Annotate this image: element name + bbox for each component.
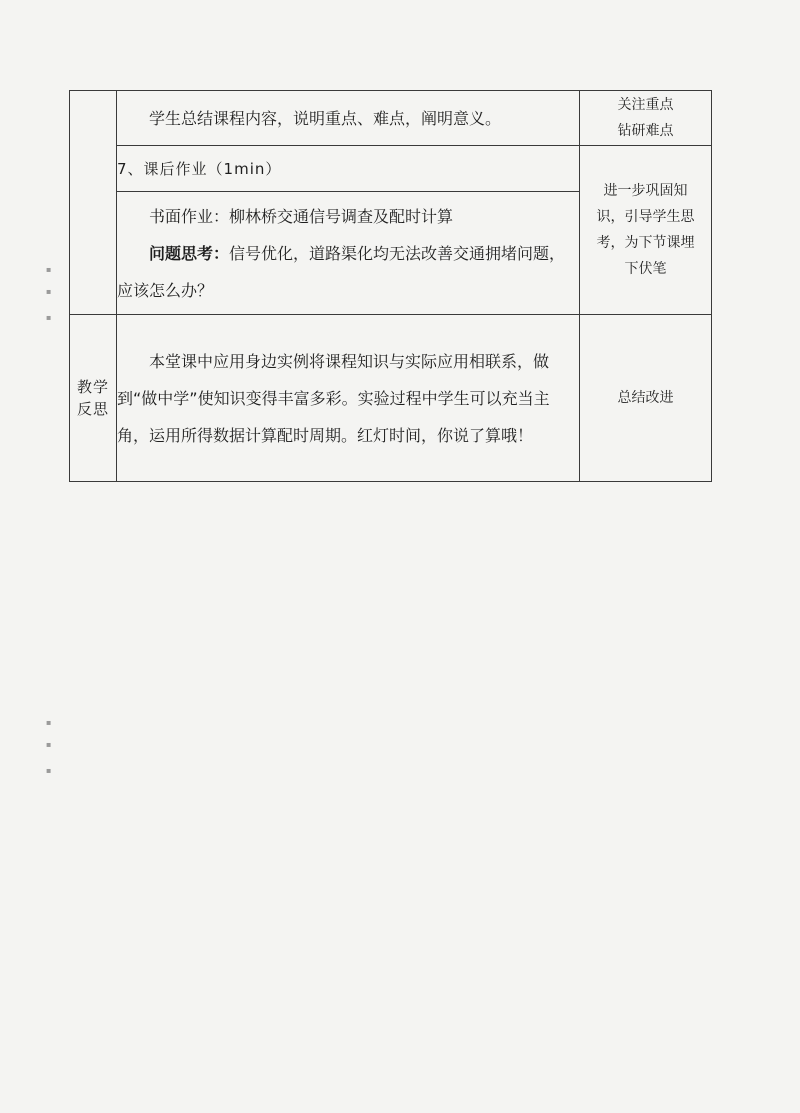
homework-note-line: 考，为下节课埋 — [596, 235, 695, 251]
question-homework — [117, 235, 579, 309]
reflection-label-line: 教学 — [76, 378, 109, 396]
homework-content-cell — [117, 192, 580, 315]
reflection-note-cell — [580, 315, 712, 482]
summary-text: 学生总结课程内容，说明重点、难点，阐明意义。 — [149, 108, 502, 128]
summary-note-cell — [580, 91, 712, 146]
reflection-label-line: 反思 — [76, 400, 109, 418]
reflection-note: 总结改进 — [617, 390, 674, 406]
table-row-summary — [70, 91, 712, 146]
reflection-side-label — [70, 315, 117, 482]
homework-note-cell — [580, 146, 712, 315]
question-homework-text: 信号优化，道路渠化均无法改善交通拥堵问题，应该怎么办？ — [117, 243, 566, 300]
table-row-homework-title — [70, 146, 712, 192]
written-homework — [117, 198, 579, 235]
written-homework-text: 柳林桥交通信号调查及配时计算 — [229, 206, 454, 226]
homework-note-line: 下伏笔 — [624, 261, 667, 277]
reflection-text: 本堂课中应用身边实例将课程知识与实际应用相联系，做到“做中学”使知识变得丰富多彩。实验过程中学生可以充当主角，运用所得数据计算配时周期。红灯时间，你说了算哦！ — [117, 351, 550, 445]
scan-speck: ▪ — [46, 265, 52, 274]
homework-note-line: 进一步巩固知 — [603, 183, 688, 199]
reflection-content-cell — [117, 315, 580, 482]
summary-note-line: 钻研难点 — [617, 123, 674, 139]
homework-note-line: 识，引导学生思 — [596, 209, 695, 225]
scan-speck: ▪ — [46, 766, 52, 775]
question-homework-label: 问题思考： — [149, 243, 230, 263]
scan-speck: ▪ — [46, 313, 52, 322]
summary-content-cell — [117, 91, 580, 146]
scan-speck: ▪ — [46, 740, 52, 749]
scan-speck: ▪ — [46, 718, 52, 727]
table-row-reflection — [70, 315, 712, 482]
summary-note-line: 关注重点 — [617, 97, 674, 113]
scan-speck: ▪ — [46, 287, 52, 296]
side-label-cell-empty — [70, 91, 117, 315]
lesson-plan-table — [69, 90, 712, 482]
written-homework-label: 书面作业： — [149, 206, 230, 226]
homework-section-title: 7、课后作业（1min） — [117, 146, 580, 192]
